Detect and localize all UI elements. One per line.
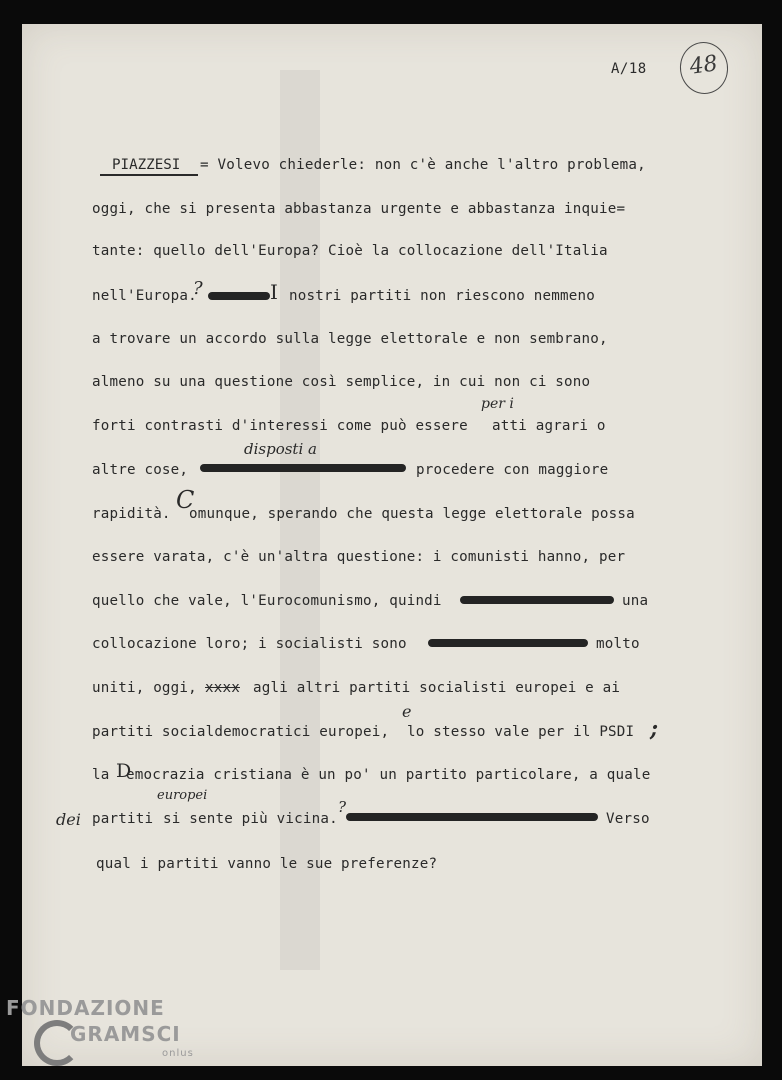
speaker-name: PIAZZESI bbox=[112, 157, 181, 173]
text-line: forti contrasti d'interessi come può essere bbox=[92, 418, 468, 434]
text-line: emocrazia cristiana è un po' un partito particolare, a quale bbox=[126, 767, 651, 783]
text-line: atti agrari o bbox=[492, 418, 606, 434]
text-line: a trovare un accordo sulla legge elettorale e non sembrano, bbox=[92, 331, 608, 347]
handwritten-mark: dei bbox=[56, 810, 81, 829]
text-line: omunque, sperando che questa legge elettorale possa bbox=[189, 506, 635, 522]
text-line: lo stesso vale per il PSDI bbox=[407, 724, 635, 740]
watermark-logo bbox=[6, 996, 194, 1059]
handwritten-mark: I bbox=[270, 280, 278, 304]
handwritten-mark: disposti a bbox=[244, 440, 317, 458]
handwritten-mark: D bbox=[116, 760, 132, 782]
handwritten-mark: europei bbox=[157, 788, 208, 803]
text-line: Verso bbox=[606, 811, 650, 827]
watermark-line2: GRAMSCI bbox=[70, 1022, 181, 1046]
redaction-bar bbox=[208, 292, 270, 300]
text-line: qual bbox=[96, 856, 131, 872]
handwritten-mark: C bbox=[176, 486, 195, 514]
redaction-bar bbox=[428, 639, 588, 647]
text-line: oggi, che si presenta abbastanza urgente e abbastanza inquie= bbox=[92, 201, 626, 217]
document-page bbox=[22, 24, 762, 1066]
text-line: = Volevo chiederle: non c'è anche l'altro problema, bbox=[200, 157, 646, 173]
text-line: si sente più vicina. bbox=[163, 811, 338, 827]
text-line: altre cose, bbox=[92, 462, 189, 478]
page-identifier: A/18 bbox=[611, 61, 647, 77]
text-line: almeno su una questione così semplice, in cui non ci sono bbox=[92, 374, 591, 390]
redaction-bar bbox=[460, 596, 614, 604]
text-line: una bbox=[622, 593, 649, 609]
handwritten-mark: per i bbox=[481, 396, 514, 412]
handwritten-mark: ? bbox=[338, 798, 347, 816]
text-line: partiti socialdemocratici europei, bbox=[92, 724, 390, 740]
text-line: molto bbox=[596, 636, 640, 652]
text-line: nell'Europa. bbox=[92, 288, 197, 304]
handwritten-mark: e bbox=[402, 702, 412, 721]
watermark-line3: onlus bbox=[162, 1048, 194, 1059]
text-line: collocazione loro; i socialisti sono bbox=[92, 636, 407, 652]
redaction-bar bbox=[200, 464, 406, 472]
text-line: uniti, oggi, bbox=[92, 680, 197, 696]
text-line: quello che vale, l'Eurocomunismo, quindi bbox=[92, 593, 442, 609]
text-line: partiti bbox=[92, 811, 154, 827]
watermark-line1: FONDAZIONE bbox=[6, 996, 165, 1020]
text-line: rapidità. bbox=[92, 506, 171, 522]
speaker-underline bbox=[100, 174, 198, 176]
redaction-bar bbox=[346, 813, 598, 821]
folio-number: 48 bbox=[688, 51, 720, 80]
text-line: i partiti vanno le sue preferenze? bbox=[140, 856, 438, 872]
text-line: nostri partiti non riescono nemmeno bbox=[289, 288, 595, 304]
text-line: la bbox=[92, 767, 110, 783]
handwritten-mark: ? bbox=[193, 278, 203, 299]
struck-text: xxxx bbox=[205, 680, 240, 696]
text-line: tante: quello dell'Europa? Cioè la collocazione dell'Italia bbox=[92, 243, 608, 259]
text-line: agli altri partiti socialisti europei e ai bbox=[253, 680, 621, 696]
text-line: essere varata, c'è un'altra questione: i comunisti hanno, per bbox=[92, 549, 626, 565]
text-line: procedere con maggiore bbox=[416, 462, 609, 478]
handwritten-mark: ; bbox=[650, 716, 659, 742]
